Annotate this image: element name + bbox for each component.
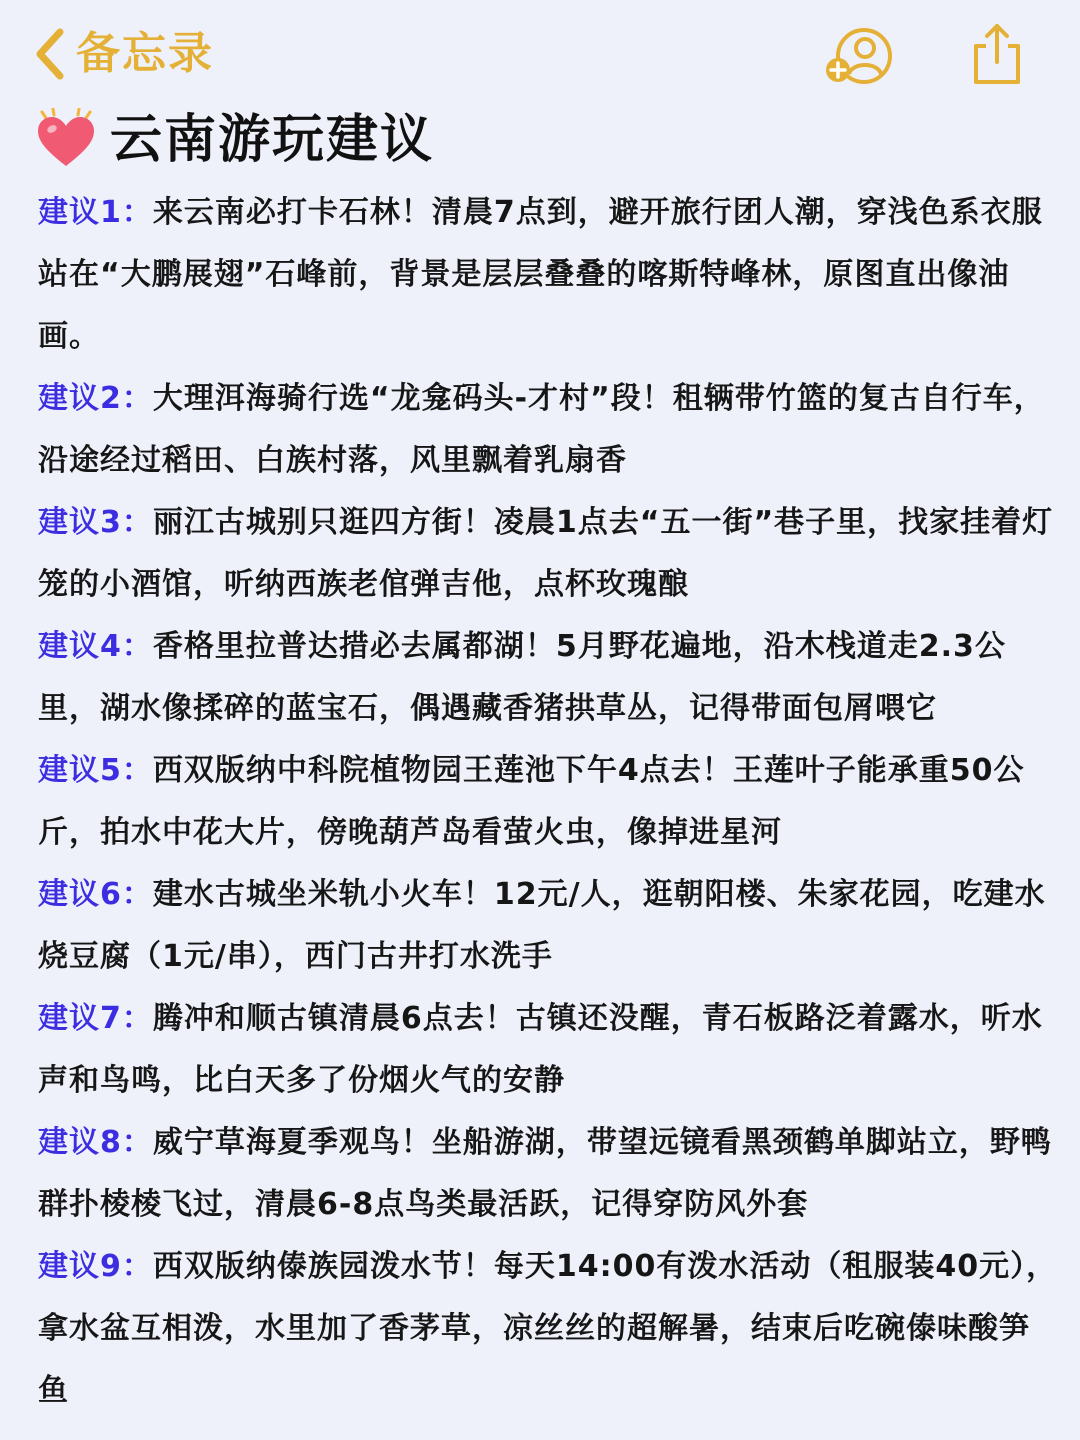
tip-item <box>38 616 1060 740</box>
tip-label: 建议6： <box>38 877 153 912</box>
note-title: 云南游玩建议 <box>110 110 435 170</box>
tip-item <box>38 740 1060 864</box>
heart-icon <box>34 108 98 172</box>
chevron-left-icon <box>30 24 70 84</box>
note-body[interactable] <box>38 182 1060 1422</box>
tip-label: 建议8： <box>38 1125 153 1160</box>
share-export-icon <box>968 20 1026 88</box>
tip-label: 建议9： <box>38 1249 153 1284</box>
tip-label: 建议7： <box>38 1001 153 1036</box>
navigation-bar <box>0 0 1080 100</box>
tip-item <box>38 182 1060 368</box>
tip-item <box>38 864 1060 988</box>
share-note-button[interactable] <box>822 26 898 86</box>
tip-text: 西双版纳傣族园泼水节！每天14:00有泼水活动（租服装40元），拿水盆互相泼，水里加了香茅草，凉丝丝的超解暑，结束后吃碗傣味酸笋鱼 <box>38 1249 1058 1408</box>
tip-text: 西双版纳中科院植物园王莲池下午4点去！王莲叶子能承重50公斤，拍水中花大片，傍晚葫芦岛看萤火虫，像掉进星河 <box>38 753 1025 850</box>
tip-item <box>38 492 1060 616</box>
tip-label: 建议2： <box>38 381 153 416</box>
tip-text: 来云南必打卡石林！清晨7点到，避开旅行团人潮，穿浅色系衣服站在“大鹏展翅”石峰前，背景是层层叠叠的喀斯特峰林，原图直出像油画。 <box>38 195 1043 354</box>
note-title-row <box>34 104 434 176</box>
tip-label: 建议3： <box>38 505 153 540</box>
tip-label: 建议5： <box>38 753 153 788</box>
back-label: 备忘录 <box>76 28 214 79</box>
tip-text: 腾冲和顺古镇清晨6点去！古镇还没醒，青石板路泛着露水，听水声和鸟鸣，比白天多了份烟火气的安静 <box>38 1001 1043 1098</box>
tip-label: 建议1： <box>38 195 153 230</box>
back-button[interactable] <box>30 24 214 84</box>
tip-item <box>38 1112 1060 1236</box>
tip-text: 大理洱海骑行选“龙龛码头-才村”段！租辆带竹篮的复古自行车，沿途经过稻田、白族村落，风里飘着乳扇香 <box>38 381 1045 478</box>
tip-text: 香格里拉普达措必去属都湖！5月野花遍地，沿木栈道走2.3公里，湖水像揉碎的蓝宝石，偶遇藏香猪拱草丛，记得带面包屑喂它 <box>38 629 1006 726</box>
tip-text: 丽江古城别只逛四方街！凌晨1点去“五一街”巷子里，找家挂着灯笼的小酒馆，听纳西族老倌弹吉他，点杯玫瑰酿 <box>38 505 1054 602</box>
tip-item <box>38 368 1060 492</box>
export-button[interactable] <box>968 20 1026 88</box>
tip-item <box>38 1236 1060 1422</box>
tip-label: 建议4： <box>38 629 153 664</box>
tip-item <box>38 988 1060 1112</box>
tip-text: 威宁草海夏季观鸟！坐船游湖，带望远镜看黑颈鹤单脚站立，野鸭群扑棱棱飞过，清晨6-8点鸟类最活跃，记得穿防风外套 <box>38 1125 1052 1222</box>
add-person-icon <box>822 26 898 86</box>
tip-text: 建水古城坐米轨小火车！12元/人，逛朝阳楼、朱家花园，吃建水烧豆腐（1元/串），西门古井打水洗手 <box>38 877 1046 974</box>
